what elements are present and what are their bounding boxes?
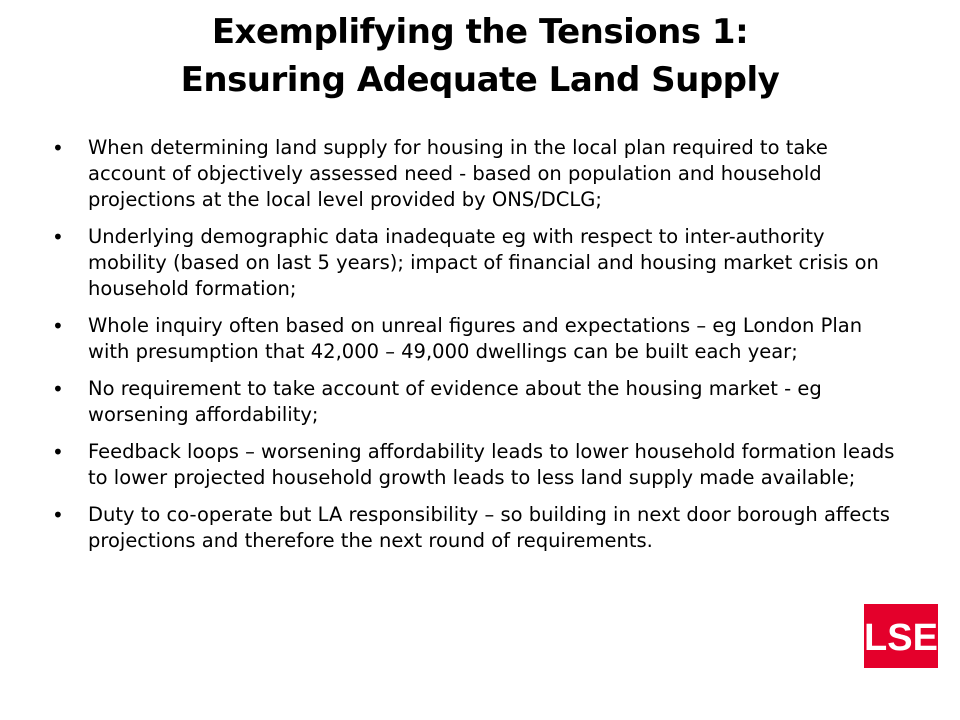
bullet-item-1	[48, 135, 898, 213]
bullet-marker: •	[52, 225, 64, 249]
bullet-list	[48, 135, 898, 565]
bullet-text: When determining land supply for housing in the local plan required to take account of objectively assessed need - based on population and household projections at the local level provided by ONS/DCLG;	[88, 136, 828, 211]
lse-logo	[864, 604, 938, 668]
bullet-text: Feedback loops – worsening affordability leads to lower household formation leads to lower projected household growth leads to less land supply made available;	[88, 440, 895, 489]
bullet-item-4	[48, 376, 898, 428]
bullet-item-5	[48, 439, 898, 491]
bullet-text: Underlying demographic data inadequate eg with respect to inter-authority mobility (based on last 5 years); impact of financial and housing market crisis on household formation;	[88, 225, 879, 300]
bullet-marker: •	[52, 503, 64, 527]
bullet-marker: •	[52, 377, 64, 401]
bullet-marker: •	[52, 136, 64, 160]
lse-logo-mark	[864, 614, 938, 659]
slide-title-line-2: Ensuring Adequate Land Supply	[180, 60, 780, 100]
bullet-marker: •	[52, 314, 64, 338]
bullet-text: Whole inquiry often based on unreal figures and expectations – eg London Plan with presumption that 42,000 – 49,000 dwellings can be built each year;	[88, 314, 863, 363]
bullet-text: Duty to co-operate but LA responsibility – so building in next door borough affects projections and therefore the next round of requirements.	[88, 503, 890, 552]
bullet-text: No requirement to take account of evidence about the housing market - eg worsening affordability;	[88, 377, 822, 426]
bullet-marker: •	[52, 440, 64, 464]
bullet-item-2	[48, 224, 898, 302]
slide-title-line-1: Exemplifying the Tensions 1:	[211, 12, 749, 52]
bullet-item-3	[48, 313, 898, 365]
lse-logo-text: LSE	[864, 617, 938, 659]
bullet-item-6	[48, 502, 898, 554]
slide-title	[60, 8, 900, 104]
